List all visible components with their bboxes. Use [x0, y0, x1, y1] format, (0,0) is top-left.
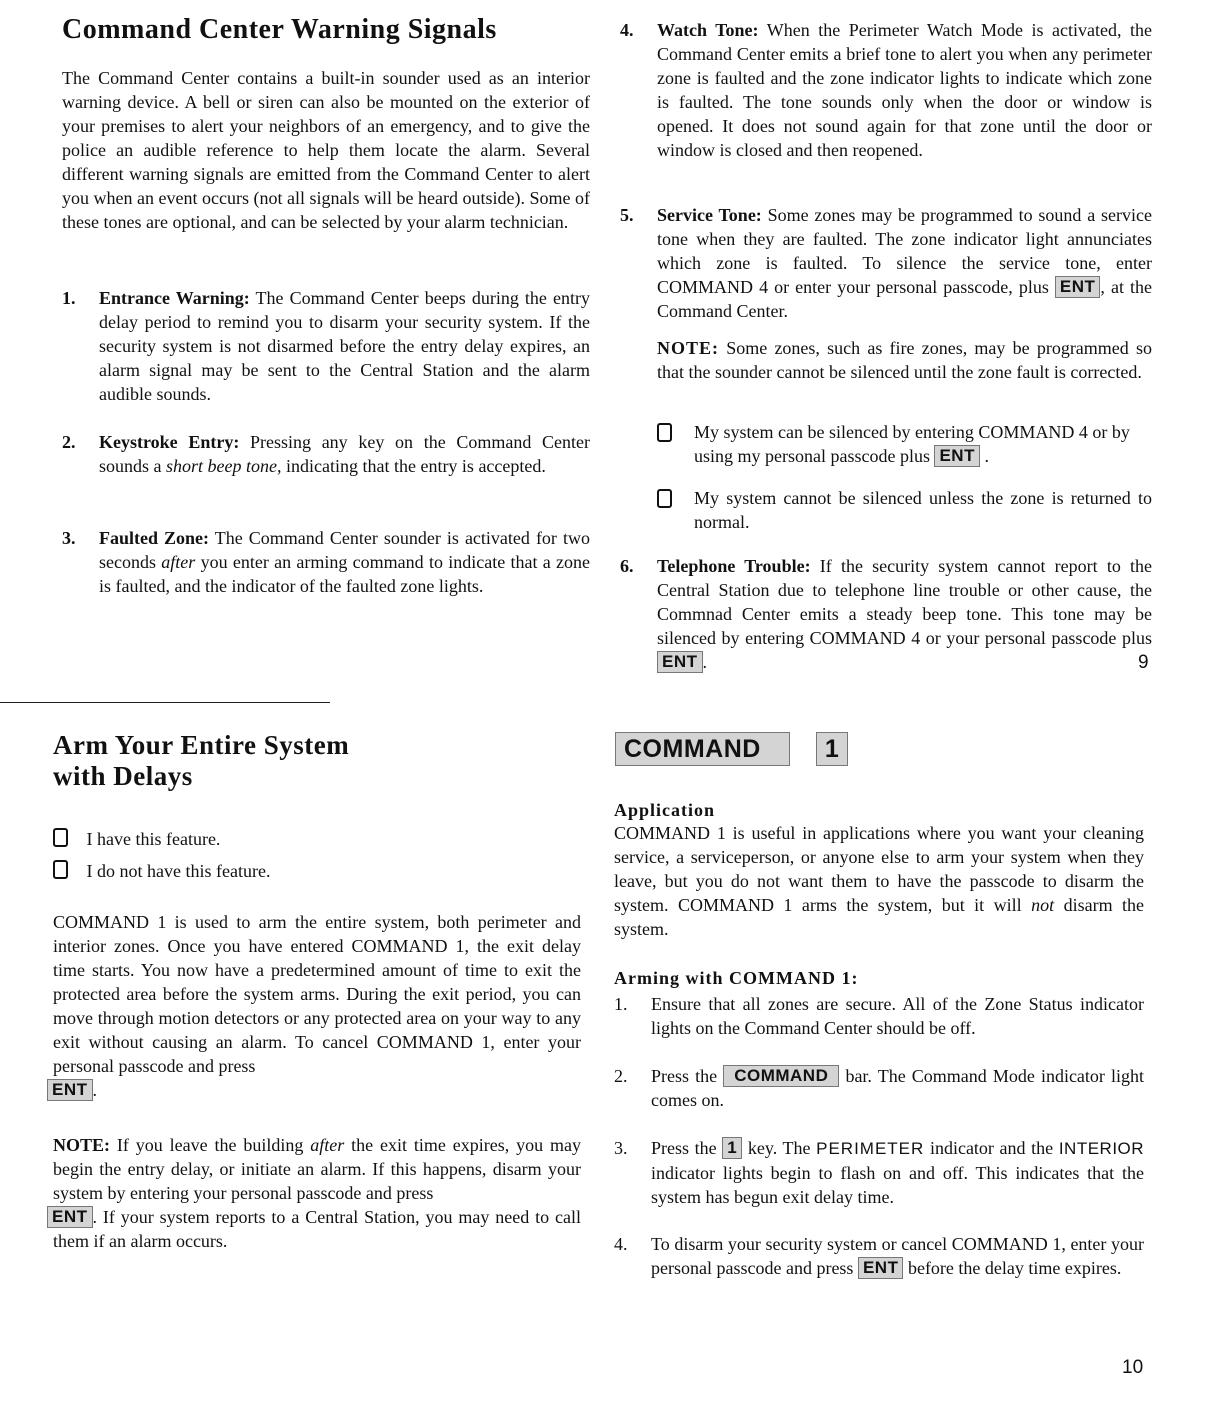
item-label: Watch Tone:	[657, 20, 759, 40]
ent-key: ENT	[657, 651, 703, 673]
step-text: indicator lights begin to flash on and off. This indicates that the system has begun exit delay time.	[651, 1163, 1144, 1207]
check-text: I do not have this feature.	[86, 861, 271, 881]
item-text: If the security system cannot report to the Central Station due to telephone line trouble or other cause, the Commnad Center emits a steady beep tone. This tone may be silenced by entering COMMAND 4 or your personal passcode plus	[657, 556, 1152, 648]
ent-key: ENT	[858, 1257, 904, 1279]
item-label: Faulted Zone:	[99, 528, 210, 548]
perimeter-indicator-label: PERIMETER	[816, 1139, 925, 1158]
application-text: COMMAND 1 is useful in applications where you want your cleaning service, a serviceperson, or anyone else to arm your system when they leave, but you do not want them to have the passcode to disarm the system. COMMAND 1 arms the system, but it will	[614, 823, 1144, 915]
one-key: 1	[722, 1137, 742, 1159]
item-label: Entrance Warning:	[99, 288, 250, 308]
step-text: before the delay time expires.	[907, 1258, 1122, 1278]
item-text: , at the Command Center.	[657, 277, 1153, 321]
check-text: I have this feature.	[86, 829, 221, 849]
command-banner	[615, 732, 848, 766]
step-item	[614, 992, 1144, 1040]
step-number: 3.	[614, 1138, 628, 1158]
item-number: 4.	[620, 20, 634, 40]
step-text: Ensure that all zones are secure. All of the Zone Status indicator lights on the Command Center should be off.	[651, 994, 1144, 1038]
command-key: COMMAND	[723, 1065, 839, 1087]
step-text: indicator and the	[929, 1138, 1054, 1158]
checkbox-option	[657, 420, 1152, 468]
ent-key: ENT	[47, 1206, 93, 1228]
section-title-warning-signals: Command Center Warning Signals	[62, 14, 497, 45]
section-divider	[0, 702, 330, 703]
ent-key: ENT	[934, 445, 980, 467]
note-label: NOTE:	[657, 338, 720, 358]
application-emphasis: not	[1031, 895, 1055, 915]
item-label: Telephone Trouble:	[657, 556, 811, 576]
checkbox-icon	[657, 489, 672, 508]
list-item	[62, 430, 590, 478]
checkbox-icon	[53, 828, 68, 847]
item-number: 1.	[62, 288, 76, 308]
note-block	[657, 336, 1152, 384]
step-text: Press the	[651, 1066, 718, 1086]
arm-paragraph-end: .	[92, 1080, 97, 1100]
step-item	[614, 1232, 1144, 1280]
list-item	[620, 18, 1152, 162]
checkbox-option	[53, 827, 220, 851]
checkbox-option	[657, 486, 1152, 534]
step-item	[614, 1064, 1144, 1112]
item-number: 3.	[62, 528, 76, 548]
step-number: 1.	[614, 994, 628, 1014]
item-number: 2.	[62, 432, 76, 452]
step-text: Press the	[651, 1138, 717, 1158]
item-label: Service Tone:	[657, 205, 762, 225]
step-item	[614, 1136, 1144, 1209]
one-key-banner: 1	[816, 732, 848, 766]
step-number: 2.	[614, 1066, 628, 1086]
list-item	[620, 554, 1152, 674]
list-item	[62, 286, 590, 406]
note-text: If you leave the building	[116, 1135, 304, 1155]
item-text: When the Perimeter Watch Mode is activated, the Command Center emits a brief tone to alert you when any perimeter zone is faulted and the zone indicator lights to indicate which zone is faulted. The tone sounds only when the door or window is opened. It does not sound again for that zone until the door or window is closed and then reopened.	[657, 20, 1152, 160]
application-heading: Application	[614, 800, 716, 820]
arming-heading: Arming with COMMAND 1:	[614, 968, 859, 988]
arm-note	[53, 1133, 581, 1253]
arm-paragraph-text: COMMAND 1 is used to arm the entire system, both perimeter and interior zones. Once you have entered COMMAND 1, the exit delay time starts. You now have a predetermined amount of time to exit the protected area before the system arms. During the exit period, you can move through motion detectors or any protected area on your way to any exit without causing an alarm. To cancel COMMAND 1, enter your personal passcode and press	[53, 912, 581, 1076]
section-title-arm-line2: with Delays	[53, 761, 193, 791]
intro-paragraph: The Command Center contains a built-in sounder used as an interior warning device. A bell or siren can also be mounted on the exterior of your premises to alert your neighbors of an emergency, and to give the police an audible reference to help them locate the alarm. Several different warning signals are emitted from the Command Center to alert you when an event occurs (not all signals will be heard outside). Some of these tones are optional, and can be selected by your alarm technician.	[62, 68, 590, 232]
page-number: 9	[1138, 652, 1149, 673]
item-text: .	[702, 652, 707, 672]
list-item	[62, 526, 590, 598]
item-number: 6.	[620, 556, 634, 576]
note-text: . If your system reports to a Central Station, you may need to call them if an alarm occurs.	[53, 1207, 581, 1251]
item-label: Keystroke Entry:	[99, 432, 240, 452]
list-item	[620, 203, 1152, 323]
note-emphasis: after	[310, 1135, 345, 1155]
interior-indicator-label: INTERIOR	[1058, 1139, 1145, 1158]
checkbox-icon	[657, 423, 672, 442]
item-emphasis: short beep tone,	[166, 456, 282, 476]
checkbox-icon	[53, 860, 68, 879]
check-text: My system can be silenced by entering COMMAND 4 or by using my personal passcode plus	[694, 422, 1130, 466]
item-text: The Command Center beeps during the entry delay period to remind you to disarm your security system. If the security system is not disarmed before the entry delay expires, an alarm signal may be sent to the Central Station and the alarm audible sounds.	[99, 288, 590, 404]
application-text: disarm the system.	[614, 895, 1145, 939]
command-key-banner: COMMAND	[615, 732, 790, 766]
left-bottom-column	[53, 730, 581, 792]
page-number: 10	[1122, 1357, 1144, 1378]
step-text: key. The	[747, 1138, 811, 1158]
section-title-arm-line1: Arm Your Entire System	[53, 730, 350, 760]
arm-paragraph	[53, 910, 581, 1102]
check-text: .	[984, 446, 989, 466]
note-label: NOTE:	[53, 1135, 111, 1155]
item-text: you enter an arming command to indicate that a zone is faulted, and the indicator of the faulted zone lights.	[99, 552, 591, 596]
ent-key: ENT	[1055, 276, 1101, 298]
check-text: My system cannot be silenced unless the zone is returned to normal.	[694, 488, 1152, 532]
step-number: 4.	[614, 1234, 628, 1254]
checkbox-option	[53, 859, 270, 883]
step-text: bar. The Command Mode indicator light comes on.	[651, 1066, 1145, 1110]
left-top-column	[62, 14, 590, 234]
ent-key: ENT	[47, 1079, 93, 1101]
item-number: 5.	[620, 205, 634, 225]
item-text: indicating that the entry is accepted.	[285, 456, 546, 476]
item-emphasis: after	[161, 552, 196, 572]
item-text: Some zones may be programmed to sound a service tone when they are faulted. The zone indicator light annunciates which zone is faulted. To silence the service tone, enter COMMAND 4 or enter your personal passcode, plus	[657, 205, 1152, 297]
note-text: the exit time expires, you may begin the entry delay, or initiate an alarm. If this happens, disarm your system by entering your personal passcode and press	[53, 1135, 582, 1203]
step-text: To disarm your security system or cancel COMMAND 1, enter your personal passcode and press	[651, 1234, 1144, 1278]
note-text: Some zones, such as fire zones, may be programmed so that the sounder cannot be silenced until the zone fault is corrected.	[657, 338, 1153, 382]
application-section	[614, 800, 1144, 941]
item-text: Pressing any key on the Command Center sounds a	[99, 432, 591, 476]
item-text: The Command Center sounder is activated for two seconds	[99, 528, 590, 572]
